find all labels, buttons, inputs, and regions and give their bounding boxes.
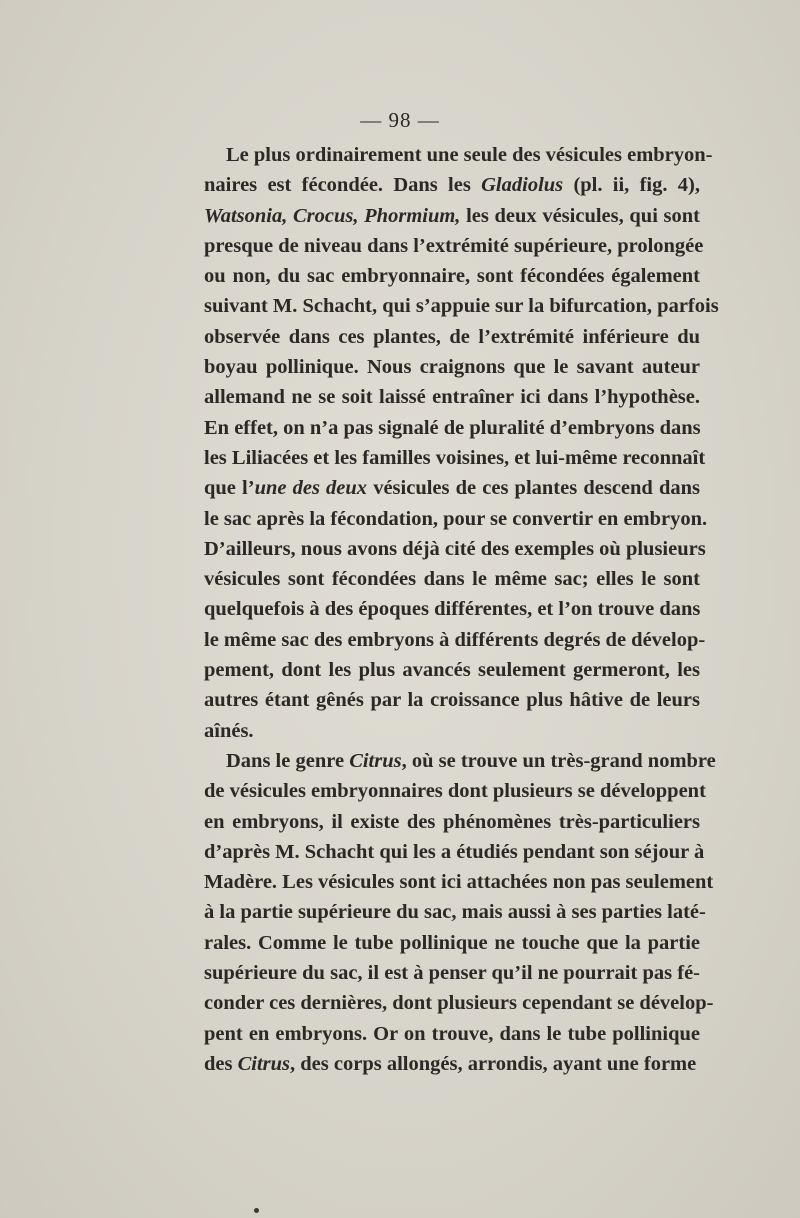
text-line: pement, dont les plus avancés seulement germeront, les: [204, 659, 700, 682]
body-text: [204, 140, 719, 1079]
text-line: Madère. Les vésicules sont ici attachées non pas seulement: [204, 871, 714, 894]
paragraph-2: [204, 746, 716, 1079]
text-line: aînés.: [204, 719, 254, 742]
text-line: observée dans ces plantes, de l’extrémité inférieure du: [204, 325, 700, 348]
text-line: le sac après la fécondation, pour se convertir en embryon.: [204, 507, 708, 530]
text-line: ou non, du sac embryonnaire, sont fécondées également: [204, 265, 700, 288]
text-line: boyau pollinique. Nous craignons que le savant auteur: [204, 356, 700, 379]
text-line: allemand ne se soit laissé entraîner ici dans l’hypothèse.: [204, 386, 700, 409]
text-line: presque de niveau dans l’extrémité supérieure, prolongée: [204, 234, 704, 257]
text-line: Watsonia, Crocus, Phormium, les deux vésicules, qui sont: [204, 204, 701, 227]
text-line: pent en embryons. Or on trouve, dans le tube pollinique: [204, 1022, 700, 1045]
text-line: Le plus ordinairement une seule des vésicules embryon-: [226, 144, 713, 166]
text-line: supérieure du sac, il est à penser qu’il ne pourrait pas fé-: [204, 962, 700, 985]
text-line: vésicules sont fécondées dans le même sac; elles le sont: [204, 568, 700, 591]
paragraph-1: [204, 140, 719, 746]
text-line: en embryons, il existe des phénomènes très-particuliers: [204, 810, 700, 833]
text-line: D’ailleurs, nous avons déjà cité des exemples où plusieurs: [204, 537, 706, 560]
text-line: autres étant gênés par la croissance plus hâtive de leurs: [204, 689, 700, 712]
text-line: rales. Comme le tube pollinique ne touche que la partie: [204, 931, 700, 954]
text-line: quelquefois à des époques différentes, et l’on trouve dans: [204, 598, 701, 621]
ink-speck: [254, 1208, 259, 1213]
text-line: conder ces dernières, dont plusieurs cependant se dévelop-: [204, 992, 714, 1015]
text-line: suivant M. Schacht, qui s’appuie sur la bifurcation, parfois: [204, 295, 719, 318]
text-line: les Liliacées et les familles voisines, et lui-même reconnaît: [204, 446, 706, 469]
text-line: des Citrus, des corps allongés, arrondis, ayant une forme: [204, 1052, 697, 1075]
text-line: Dans le genre Citrus, où se trouve un très-grand nombre: [226, 749, 716, 772]
page-number: — 98 —: [360, 108, 440, 132]
text-line: à la partie supérieure du sac, mais aussi à ses parties laté-: [204, 901, 706, 924]
text-line: que l’une des deux vésicules de ces plantes descend dans: [204, 477, 700, 500]
text-line: En effet, on n’a pas signalé de pluralité d’embryons dans: [204, 416, 701, 439]
text-line: d’après M. Schacht qui les a étudiés pendant son séjour à: [204, 840, 705, 863]
text-line: le même sac des embryons à différents degrés de dévelop-: [204, 628, 706, 651]
text-line: de vésicules embryonnaires dont plusieurs se développent: [204, 780, 706, 803]
text-line: naires est fécondée. Dans les Gladiolus (pl. ii, fig. 4),: [204, 174, 700, 197]
